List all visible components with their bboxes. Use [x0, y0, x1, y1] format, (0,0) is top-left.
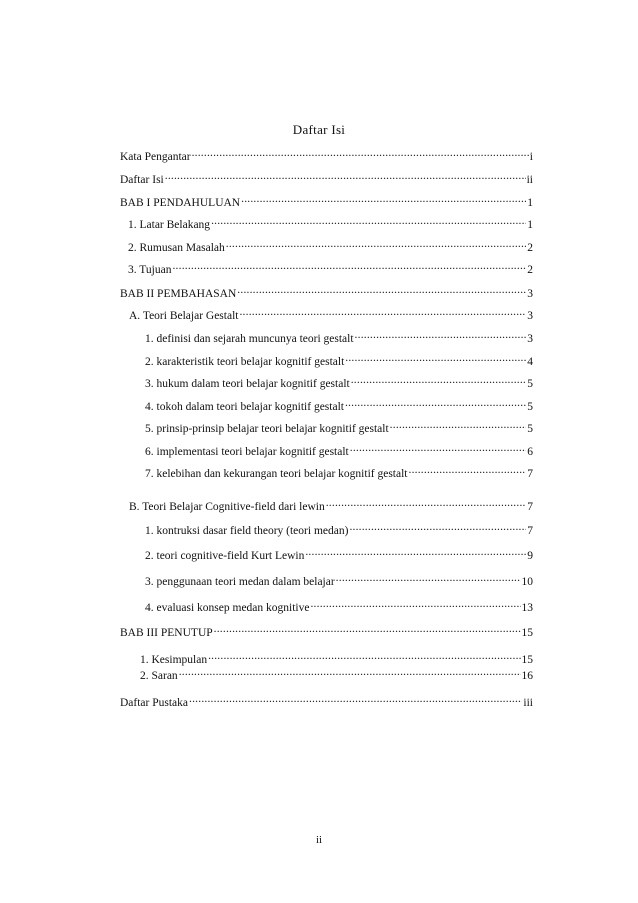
toc-entry-page: 5 — [527, 423, 533, 435]
toc-entry-page: 15 — [521, 627, 533, 639]
toc-entry-page: 13 — [521, 602, 533, 614]
toc-entry-gestalt-1 — [145, 328, 533, 346]
toc-entry-label: 7. kelebihan dan kekurangan teori belajar kognitif gestalt — [145, 468, 408, 480]
toc-dot-leader — [390, 418, 527, 432]
toc-entry-bab-2 — [120, 283, 533, 301]
toc-entry-page: ii — [526, 174, 533, 186]
toc-dot-leader — [189, 692, 522, 706]
toc-entry-gestalt-4 — [145, 396, 533, 414]
toc-entry-label: Daftar Isi — [120, 174, 164, 186]
toc-entry-field-2 — [145, 545, 533, 563]
toc-entry-label: 1. definisi dan sejarah muncunya teori gestalt — [145, 333, 354, 345]
toc-entry-label: B. Teori Belajar Cognitive-field dari lewin — [129, 501, 325, 513]
toc-entry-page: 10 — [521, 576, 533, 588]
toc-entry-label: BAB III PENUTUP — [120, 627, 213, 639]
toc-dot-leader — [355, 328, 527, 342]
toc-dot-leader — [237, 283, 526, 297]
toc-entry-page: 5 — [527, 378, 533, 390]
toc-dot-leader — [310, 597, 520, 611]
toc-entry-field-1 — [145, 520, 533, 538]
toc-entry-label: 2. Saran — [140, 670, 178, 682]
toc-dot-leader — [345, 351, 526, 365]
toc-entry-page: iii — [523, 697, 533, 709]
toc-entry-label: 1. Kesimpulan — [140, 654, 208, 666]
page-number: ii — [315, 834, 323, 846]
toc-entry-bab-1 — [120, 192, 533, 210]
toc-entry-daftar-pustaka — [120, 692, 533, 710]
toc-dot-leader — [211, 214, 526, 228]
toc-dot-leader — [345, 396, 526, 410]
toc-entry-page: 4 — [527, 356, 533, 368]
toc-entry-label: 2. Rumusan Masalah — [128, 242, 225, 254]
toc-entry-page: 1 — [527, 219, 533, 231]
toc-entry-page: 3 — [527, 333, 533, 345]
toc-entry-gestalt-6 — [145, 441, 533, 459]
toc-entry-page: 9 — [527, 550, 533, 562]
toc-entry-gestalt-7 — [145, 463, 533, 481]
toc-entry-label: 4. evaluasi konsep medan kognitive — [145, 602, 310, 614]
toc-entry-page: 2 — [527, 264, 533, 276]
toc-entry-daftar-isi — [120, 169, 533, 187]
toc-dot-leader — [409, 463, 527, 477]
toc-entry-gestalt-5 — [145, 418, 533, 436]
toc-dot-leader — [226, 237, 526, 251]
toc-entry-latar-belakang — [128, 214, 533, 232]
toc-entry-label: 2. teori cognitive-field Kurt Lewin — [145, 550, 305, 562]
toc-entry-kata-pengantar — [120, 146, 533, 164]
toc-entry-label: 3. hukum dalam teori belajar kognitif gestalt — [145, 378, 350, 390]
toc-entry-label: 4. tokoh dalam teori belajar kognitif gestalt — [145, 401, 344, 413]
toc-entry-tujuan — [128, 259, 533, 277]
toc-dot-leader — [326, 496, 527, 510]
toc-dot-leader — [351, 373, 527, 387]
toc-dot-leader — [165, 169, 526, 183]
toc-entry-label: 3. penggunaan teori medan dalam belajar — [145, 576, 335, 588]
toc-dot-leader — [214, 622, 521, 636]
toc-entry-label: 1. Latar Belakang — [128, 219, 211, 231]
toc-entry-page: 3 — [527, 310, 533, 322]
toc-entry-label: Kata Pengantar — [120, 151, 191, 163]
toc-entry-page: 16 — [521, 670, 533, 682]
toc-entry-page: 6 — [527, 446, 533, 458]
toc-entry-page: 5 — [527, 401, 533, 413]
toc-entry-page: 7 — [527, 501, 533, 513]
toc-dot-leader — [241, 192, 526, 206]
toc-dot-leader — [350, 441, 527, 455]
toc-entry-gestalt-2 — [145, 351, 533, 369]
toc-entry-teori-gestalt — [129, 305, 533, 323]
toc-dot-leader — [305, 545, 526, 559]
toc-entry-saran — [140, 665, 533, 683]
toc-entry-field-4 — [145, 597, 533, 615]
toc-entry-teori-cognitive-field — [129, 496, 533, 514]
toc-entry-page: 3 — [527, 288, 533, 300]
toc-dot-leader — [179, 665, 521, 679]
toc-entry-page: 1 — [527, 197, 533, 209]
toc-entry-page: 7 — [527, 468, 533, 480]
toc-entry-label: 1. kontruksi dasar field theory (teori medan) — [145, 525, 349, 537]
toc-entry-rumusan-masalah — [128, 237, 533, 255]
page-title: Daftar Isi — [292, 122, 346, 137]
toc-entry-label: BAB II PEMBAHASAN — [120, 288, 237, 300]
toc-entry-label: A. Teori Belajar Gestalt — [129, 310, 239, 322]
toc-entry-page: 7 — [527, 525, 533, 537]
toc-entry-label: 6. implementasi teori belajar kognitif gestalt — [145, 446, 349, 458]
toc-entry-label: Daftar Pustaka — [120, 697, 189, 709]
toc-entry-page: 15 — [521, 654, 533, 666]
toc-dot-leader — [239, 305, 526, 319]
toc-dot-leader — [208, 649, 520, 663]
toc-dot-leader — [192, 146, 529, 160]
toc-entry-label: 2. karakteristik teori belajar kognitif gestalt — [145, 356, 345, 368]
toc-dot-leader — [336, 571, 521, 585]
toc-entry-page: 2 — [527, 242, 533, 254]
toc-entry-label: 3. Tujuan — [128, 264, 172, 276]
toc-dot-leader — [349, 520, 526, 534]
toc-entry-gestalt-3 — [145, 373, 533, 391]
toc-entry-bab-3 — [120, 622, 533, 640]
toc-dot-leader — [172, 259, 526, 273]
toc-entry-label: 5. prinsip-prinsip belajar teori belajar kognitif gestalt — [145, 423, 389, 435]
toc-entry-field-3 — [145, 571, 533, 589]
toc-entry-page: i — [529, 151, 533, 163]
toc-entry-label: BAB I PENDAHULUAN — [120, 197, 241, 209]
